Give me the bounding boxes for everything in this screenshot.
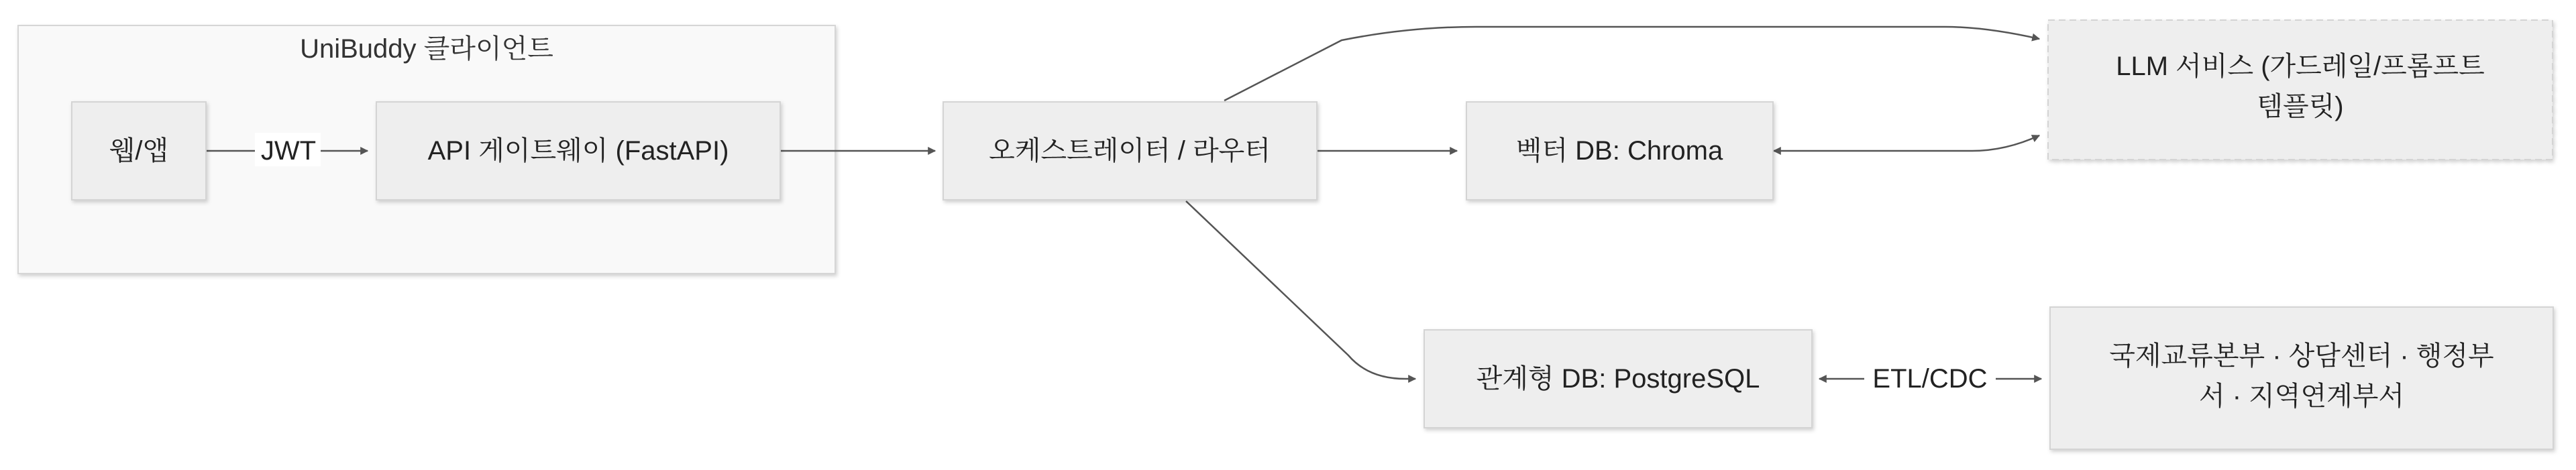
edge-orchestrator-to-relational-db [1186, 201, 1415, 379]
node-vector-db [1466, 102, 1773, 200]
node-llm-service [2048, 20, 2553, 160]
edge-label-etl-cdc-text: ETL/CDC [1872, 364, 1988, 394]
node-vector-db-label: 벡터 DB: Chroma [1515, 136, 1723, 166]
node-llm-service-label-line2: 템플릿) [2257, 92, 2344, 121]
node-relational-db [1424, 330, 1812, 428]
edge-label-jwt-text: JWT [260, 136, 317, 166]
node-departments-label-line1: 국제교류본부 · 상담센터 · 행정부 [2109, 341, 2494, 371]
edge-label-etl-cdc [1864, 361, 1996, 394]
node-api-gateway-label: API 게이트웨이 (FastAPI) [427, 136, 729, 166]
node-orchestrator [943, 102, 1317, 200]
edge-label-jwt [255, 133, 321, 166]
node-api-gateway [376, 102, 780, 200]
edge-vector-db-llm [1774, 135, 2039, 151]
edge-orchestrator-to-llm [1224, 27, 2039, 101]
node-departments-label-line2: 서 · 지역연계부서 [2198, 381, 2405, 411]
node-web-app [72, 102, 206, 200]
node-relational-db-label: 관계형 DB: PostgreSQL [1476, 364, 1760, 394]
node-web-app-label: 웹/앱 [109, 136, 169, 166]
client-cluster-title: UniBuddy 클라이언트 [300, 34, 553, 64]
node-llm-service-label-line1: LLM 서비스 (가드레일/프롬프트 [2116, 52, 2485, 81]
node-orchestrator-label: 오케스트레이터 / 라우터 [989, 136, 1271, 166]
node-departments [2050, 307, 2553, 449]
